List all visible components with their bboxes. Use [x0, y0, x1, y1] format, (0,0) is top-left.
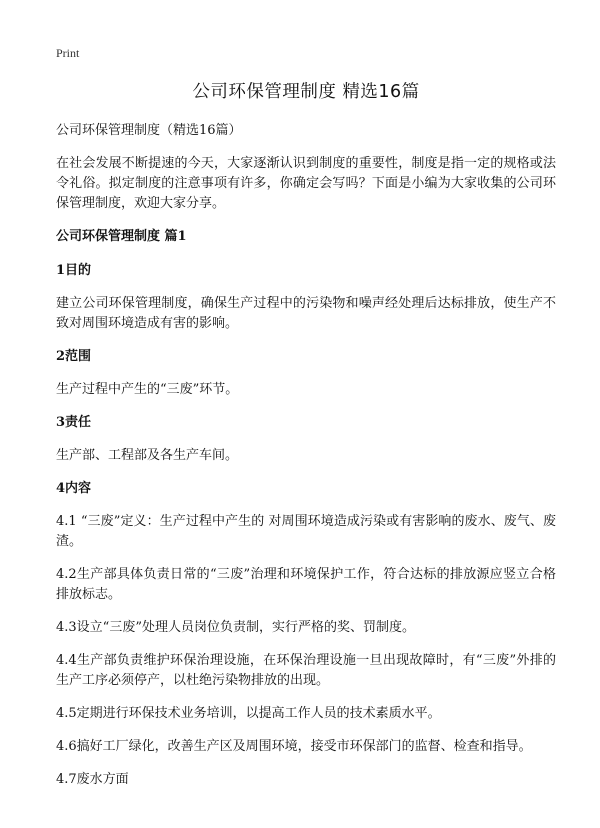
content-item: 4.3设立“三废”处理人员岗位负责制，实行严格的奖、罚制度。	[56, 620, 415, 635]
content-item: 4.4生产部负责维护环保治理设施，在环保治理设施一旦出现故障时，有“三废”外排的生产工序必须停产，以杜绝污染物排放的出现。	[56, 653, 556, 688]
content-item: 4.2生产部具体负责日常的“三废”治理和环境保护工作，符合达标的排放源应竖立合格排放标志。	[56, 567, 556, 602]
section-title-purpose: 1目的	[56, 263, 92, 278]
section-title-content: 4内容	[56, 481, 92, 496]
print-link[interactable]: Print	[56, 46, 80, 60]
document-subtitle: 公司环保管理制度（精选16篇）	[56, 123, 242, 138]
content-item: 4.7废水方面	[56, 772, 129, 787]
document-title: 公司环保管理制度 精选16篇	[192, 82, 420, 102]
section-title-scope: 2范围	[56, 349, 92, 364]
content-item: 4.5定期进行环保技术业务培训，以提高工作人员的技术素质水平。	[56, 706, 441, 721]
section-text-responsibility: 生产部、工程部及各生产车间。	[56, 448, 239, 463]
section-text-scope: 生产过程中产生的“三废”环节。	[56, 382, 239, 397]
article-title: 公司环保管理制度 篇1	[56, 229, 187, 244]
content-item: 4.1 “三废”定义：生产过程中产生的 对周围环境造成污染或有害影响的废水、废气、废渣。	[56, 514, 556, 549]
section-title-responsibility: 3责任	[56, 415, 92, 430]
content-item: 4.6搞好工厂绿化，改善生产区及周围环境，接受市环保部门的监督、检查和指导。	[56, 739, 532, 754]
section-text-purpose: 建立公司环保管理制度，确保生产过程中的污染物和噪声经处理后达标排放，使生产不致对周围环境造成有害的影响。	[56, 296, 556, 331]
intro-paragraph: 在社会发展不断提速的今天，大家逐渐认识到制度的重要性，制度是指一定的规格或法令礼俗。拟定制度的注意事项有许多，你确定会写吗？下面是小编为大家收集的公司环保管理制度，欢迎大家分享。	[56, 156, 556, 211]
